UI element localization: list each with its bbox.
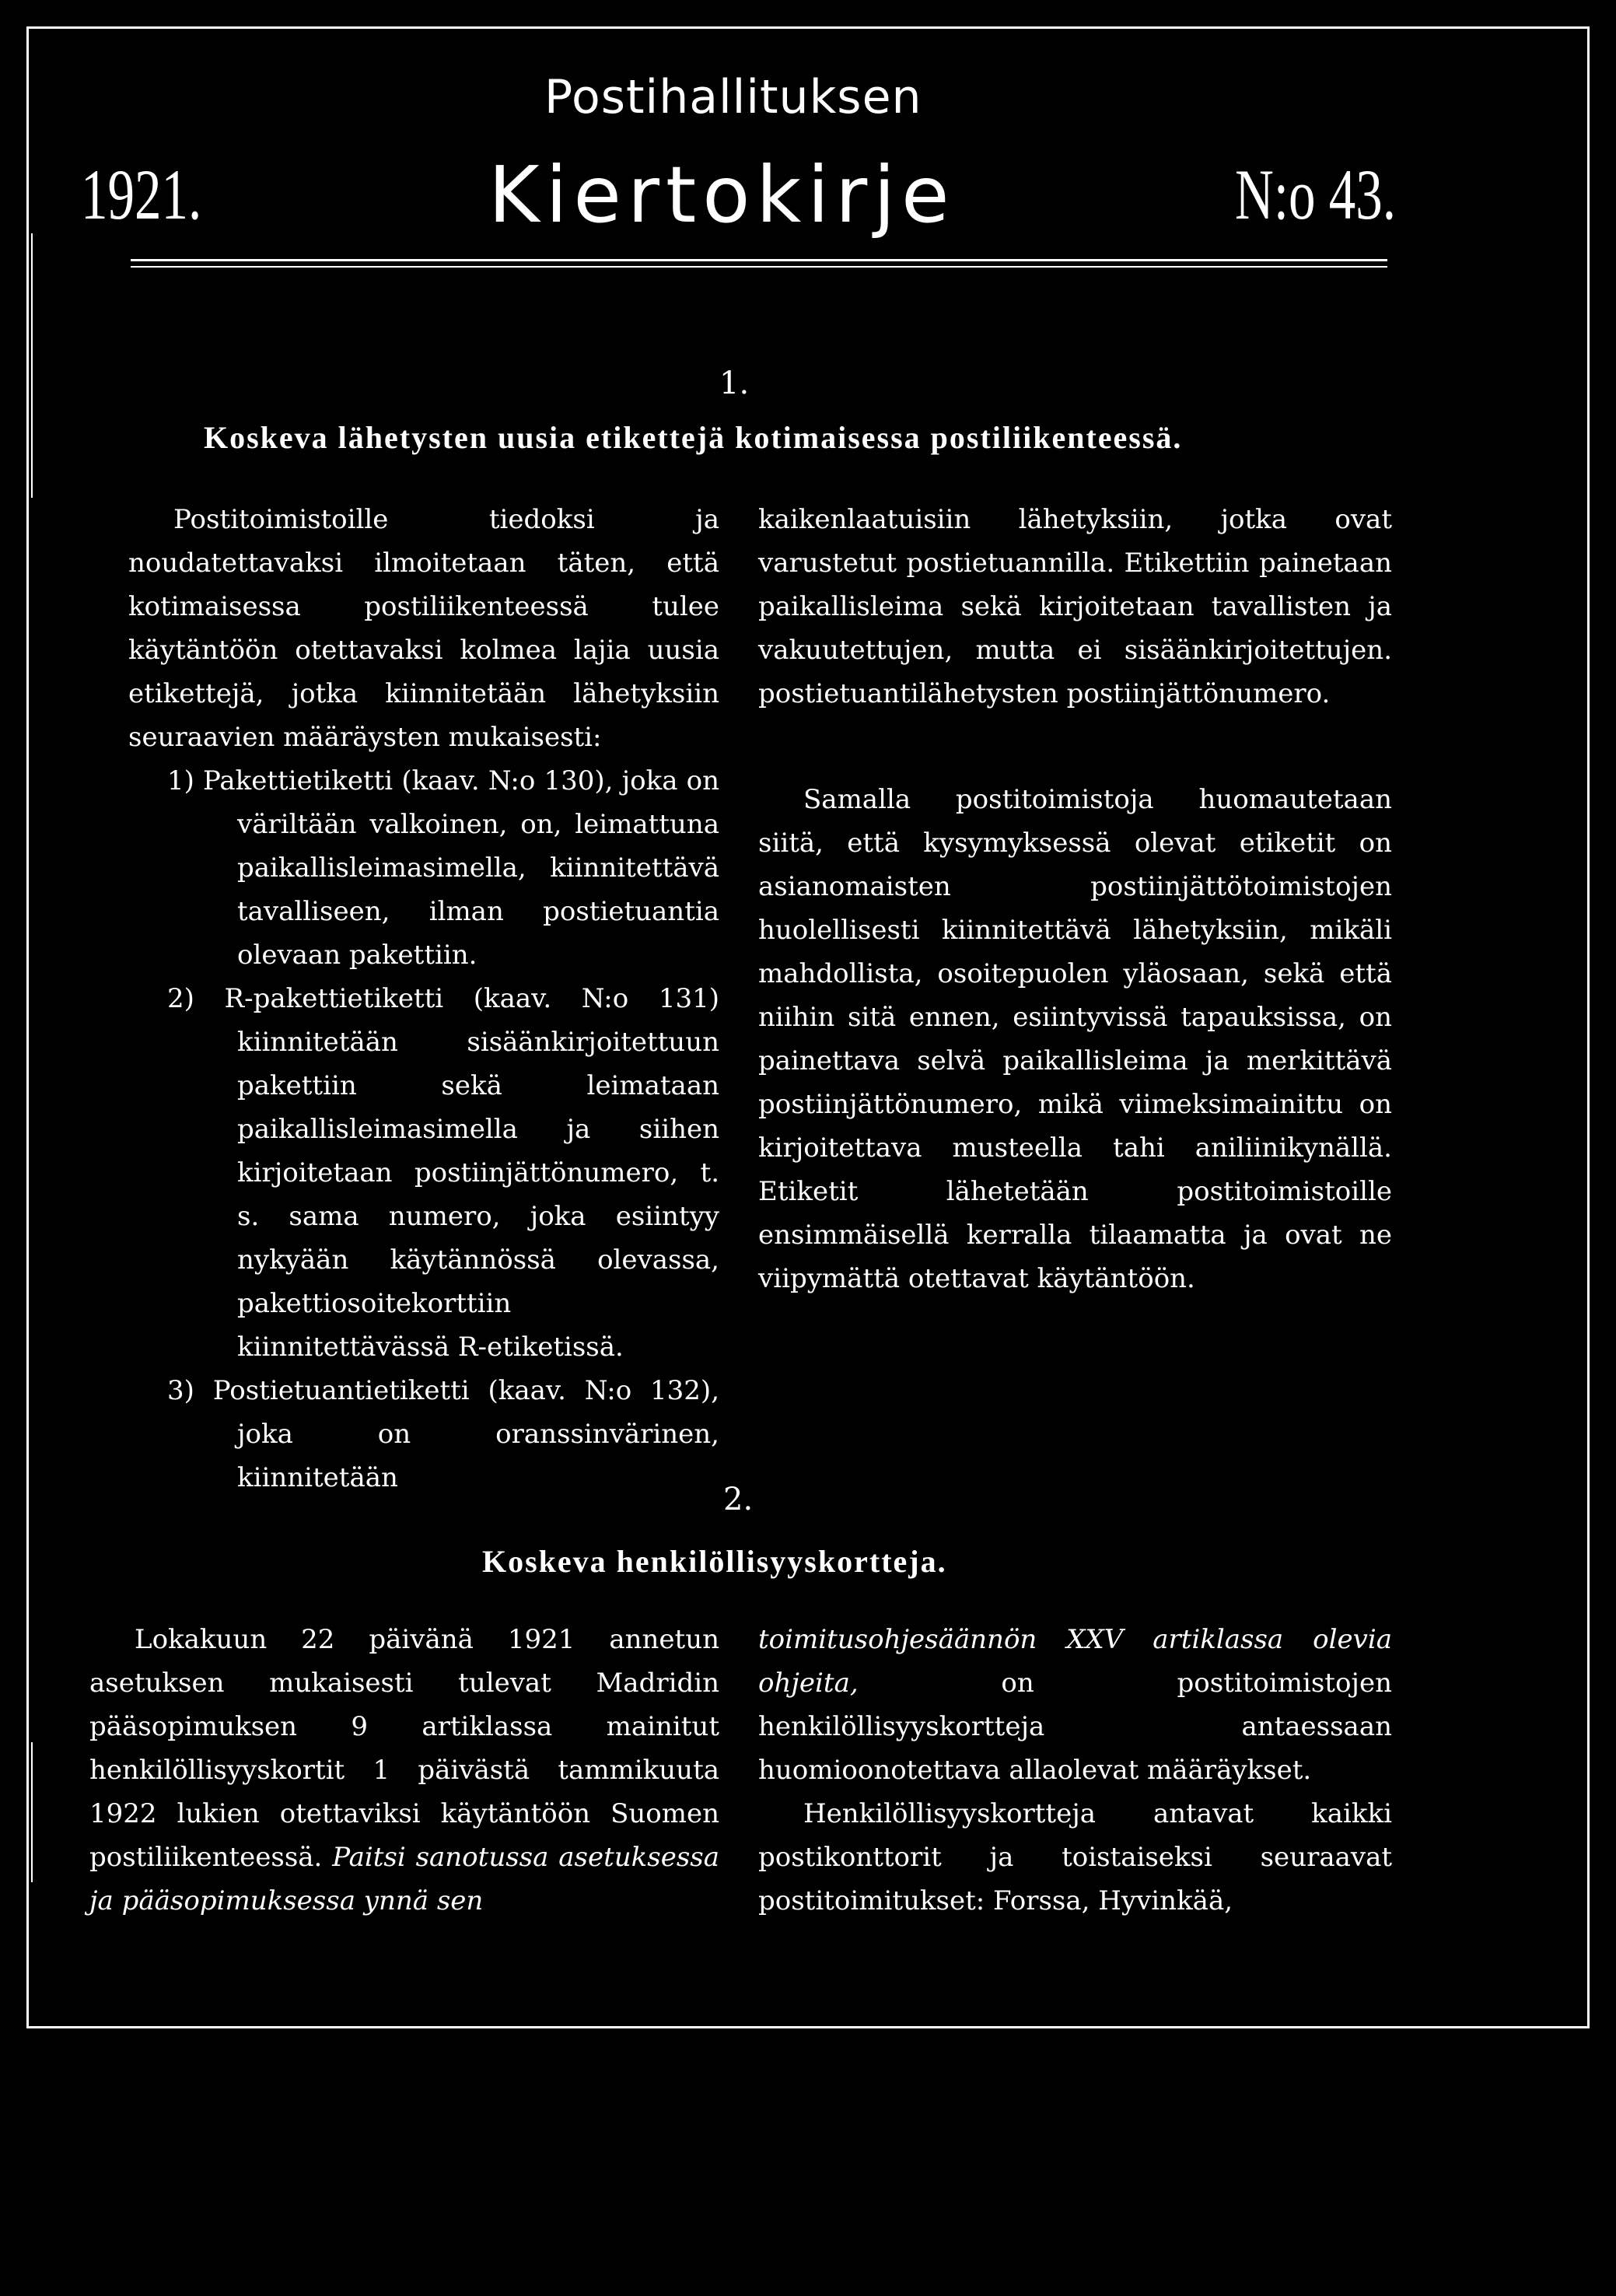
header-rule-bottom	[131, 266, 1387, 268]
header-rule-top	[131, 259, 1387, 261]
section-2-right-column	[758, 1618, 1392, 1923]
section-1-right-column	[758, 498, 1392, 1300]
issuer-heading: Postihallituksen	[544, 70, 922, 124]
section-1-right-continuation: kaikenlaatuisiin lähetyksiin, jotka ovat varustetut postietuannilla. Etikettiin painetaan paikallisleima sekä kirjoitetaan tavallisten ja vakuutettujen, mutta ei sisäänkirjoitettujen. postietuantilähetysten postiinjättönumero.	[758, 504, 1392, 709]
section-2-number: 2.	[723, 1482, 754, 1517]
section-1-title: Koskeva lähetysten uusia etikettejä kotimaisessa postiliikenteessä.	[204, 420, 1183, 455]
section-2-left-italic: Paitsi sanotussa asetuksessa ja pääsopimuksessa ynnä sen	[89, 1842, 719, 1916]
circular-number: N:o 43.	[1235, 155, 1396, 234]
year-label: 1921.	[81, 155, 202, 234]
section-1-item-2: 2) R-pakettietiketti (kaav. N:o 131) kiinnitetään sisäänkirjoitettuun pakettiin sekä leimataan paikallisleimasimella ja siihen kirjoitetaan postiinjättönumero, t. s. sama numero, joka esiintyy nykyään käytännössä olevassa, pakettiosoitekorttiin kiinnitettävässä R-etiketissä.	[167, 983, 719, 1363]
section-1-right-paragraph: Samalla postitoimistoja huomautetaan siitä, että kysymyksessä olevat etiketit on asianomaisten postiinjättötoimistojen huolellisesti kiinnitettävä lähetyksiin, mikäli mahdollista, osoitepuolen yläosaan, sekä että niihin sitä ennen, esiintyvissä tapauksissa, on painettava selvä paikallisleima ja merkittävä postiinjättönumero, mikä viimeksimainittu on kirjoitettava musteella tahi aniliinikynällä. Etiketit lähetetään postitoimistoille ensimmäisellä kerralla tilaamatta ja ovat ne viipymättä otettavat käytäntöön.	[758, 784, 1392, 1294]
section-2-right-paragraph-2: Henkilöllisyyskortteja antavat kaikki postikonttorit ja toistaiseksi seuraavat postitoimitukset: Forssa, Hyvinkää,	[758, 1798, 1392, 1916]
section-1-left-column	[128, 498, 719, 1500]
margin-mark	[31, 1742, 33, 1882]
section-1-number: 1.	[719, 366, 750, 401]
document-title: Kiertokirje	[488, 149, 956, 240]
section-2-left-paragraph	[89, 1618, 719, 1923]
section-2-right-italic: toimitusohjesäännön XXV artiklassa olevia ohjeita,	[758, 1624, 1392, 1699]
section-2-left-column	[89, 1618, 719, 1923]
section-1-intro: Postitoimistoille tiedoksi ja noudatettavaksi ilmoitetaan täten, että kotimaisessa postiliikenteessä tulee käytäntöön otettavaksi kolmea lajia uusia etikettejä, jotka kiinnitetään lähetyksiin seuraavien määräysten mukaisesti:	[128, 504, 719, 753]
section-2-title: Koskeva henkilöllisyyskortteja.	[482, 1544, 947, 1579]
section-2-right-text: on postitoimistojen henkilöllisyyskortteja antaessaan huomioonotettava allaolevat määräykset.	[758, 1668, 1392, 1786]
section-2-right-paragraph-1	[758, 1618, 1392, 1792]
section-1-item-3: 3) Postietuantietiketti (kaav. N:o 132), joka on oranssinvärinen, kiinnitetään	[167, 1375, 719, 1493]
section-1-item-1: 1) Pakettietiketti (kaav. N:o 130), joka on väriltään valkoinen, on, leimattuna paikallisleimasimella, kiinnitettävä tavalliseen, ilman postietuantia olevaan pakettiin.	[167, 765, 719, 971]
margin-mark	[31, 233, 33, 498]
section-2-left-text: Lokakuun 22 päivänä 1921 annetun asetuksen mukaisesti tulevat Madridin pääsopimuksen 9 artiklassa mainitut henkilöllisyyskortit 1 päivästä tammikuuta 1922 lukien otettaviksi käytäntöön Suomen postiliikenteessä.	[89, 1624, 719, 1873]
